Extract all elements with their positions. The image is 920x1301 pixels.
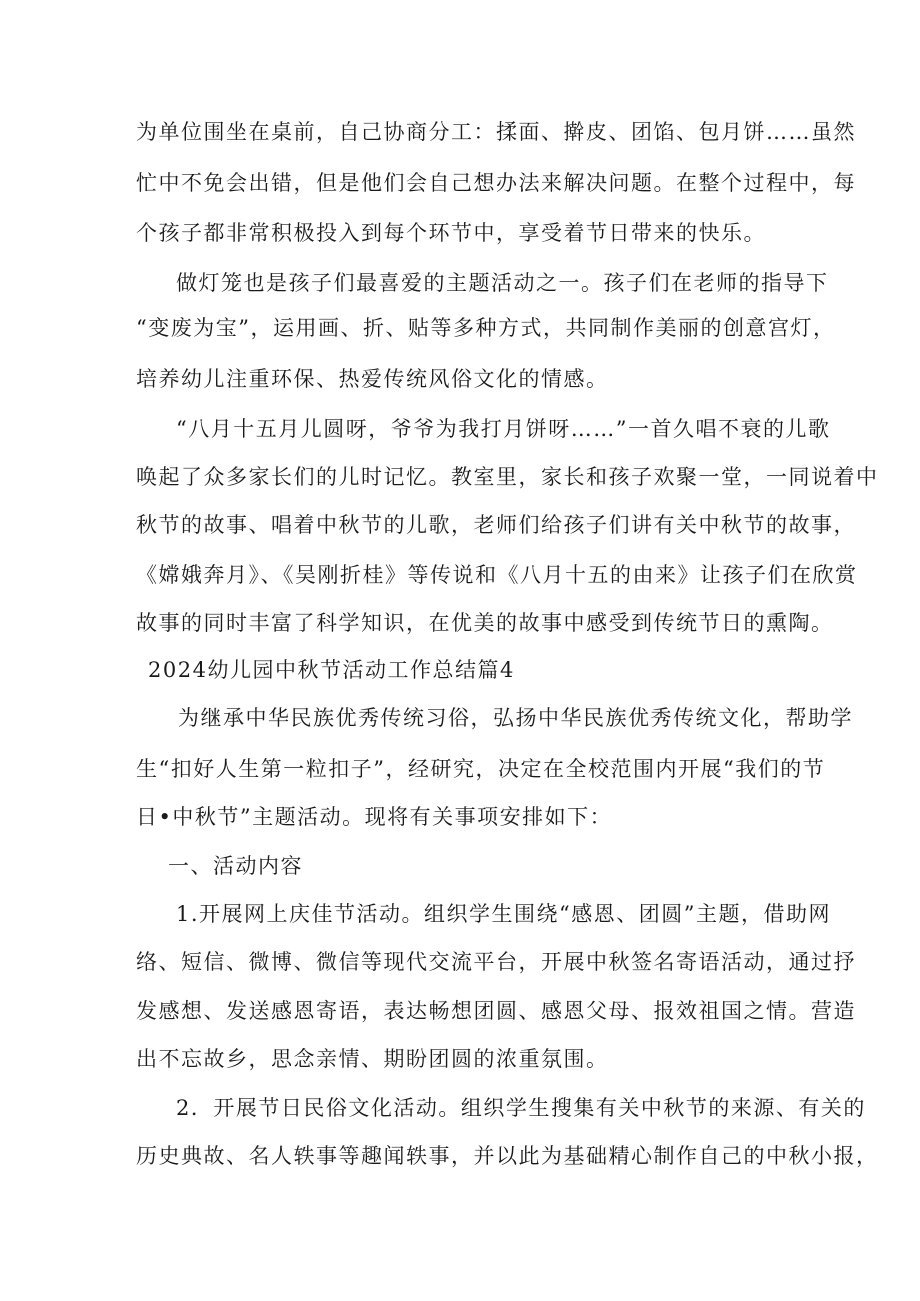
- text-line: [0, 899, 920, 929]
- section-heading: [0, 851, 920, 881]
- text-line: [0, 996, 920, 1026]
- line-text: 历史典故、名人轶事等趣闻轶事，并以此为基础精心制作自己的中秋小报，: [136, 1144, 879, 1168]
- line-text: 1.开展网上庆佳节活动。组织学生围绕“感恩、团圆”主题，借助网: [176, 902, 832, 926]
- text-line: [0, 802, 920, 832]
- text-line: [0, 414, 920, 444]
- line-text: 出不忘故乡，思念亲情、期盼团圆的浓重氛围。: [136, 1047, 609, 1071]
- text-line: [0, 1044, 920, 1074]
- heading-text: 一、活动内容: [168, 854, 303, 878]
- text-line: [0, 268, 920, 298]
- text-line: [0, 168, 920, 198]
- text-line: [0, 947, 920, 977]
- line-text: 故事的同时丰富了科学知识，在优美的故事中感受到传统节日的熏陶。: [136, 611, 834, 635]
- text-line: [0, 560, 920, 590]
- text-line: [0, 703, 920, 733]
- text-line: [0, 462, 920, 492]
- line-text: 生“扣好人生第一粒扣子”，经研究，决定在全校范围内开展“我们的节: [136, 757, 826, 781]
- text-line: [0, 1093, 920, 1123]
- line-text: 为单位围坐在桌前，自己协商分工：揉面、擀皮、团馅、包月饼……虽然: [136, 120, 856, 144]
- heading-text: 2024幼儿园中秋节活动工作总结篇4: [148, 658, 515, 682]
- line-text: 秋节的故事、唱着中秋节的儿歌，老师们给孩子们讲有关中秋节的故事，: [136, 513, 856, 537]
- line-text: 络、短信、微博、微信等现代交流平台，开展中秋签名寄语活动，通过抒: [136, 950, 856, 974]
- text-line: [0, 117, 920, 147]
- text-line: [0, 510, 920, 540]
- section-heading: [0, 655, 920, 685]
- line-text: 日•中秋节”主题活动。现将有关事项安排如下：: [136, 805, 613, 829]
- text-line: [0, 1141, 920, 1171]
- line-text: 唤起了众多家长们的儿时记忆。教室里，家长和孩子欢聚一堂，一同说着中: [136, 465, 879, 489]
- line-text: “变废为宝”，运用画、折、贴等多种方式，共同制作美丽的创意宫灯，: [136, 316, 836, 340]
- text-line: [0, 754, 920, 784]
- text-line: [0, 218, 920, 248]
- line-text: “八月十五月儿圆呀，爷爷为我打月饼呀……”一首久唱不衰的儿歌: [176, 417, 831, 441]
- line-text: 为继承中华民族优秀传统习俗，弘扬中华民族优秀传统文化，帮助学: [178, 706, 853, 730]
- line-text: 2．开展节日民俗文化活动。组织学生搜集有关中秋节的来源、有关的: [176, 1096, 866, 1120]
- line-text: 个孩子都非常积极投入到每个环节中，享受着节日带来的快乐。: [136, 221, 766, 245]
- text-line: [0, 608, 920, 638]
- line-text: 做灯笼也是孩子们最喜爱的主题活动之一。孩子们在老师的指导下: [176, 271, 829, 295]
- line-text: 忙中不免会出错，但是他们会自己想办法来解决问题。在整个过程中，每: [136, 171, 856, 195]
- text-line: [0, 313, 920, 343]
- line-text: 发感想、发送感恩寄语，表达畅想团圆、感恩父母、报效祖国之情。营造: [136, 999, 856, 1023]
- line-text: 培养幼儿注重环保、热爱传统风俗文化的情感。: [136, 367, 609, 391]
- line-text: 《嫦娥奔月》、《吴刚折桂》等传说和《八月十五的由来》让孩子们在欣赏: [136, 563, 858, 587]
- text-line: [0, 364, 920, 394]
